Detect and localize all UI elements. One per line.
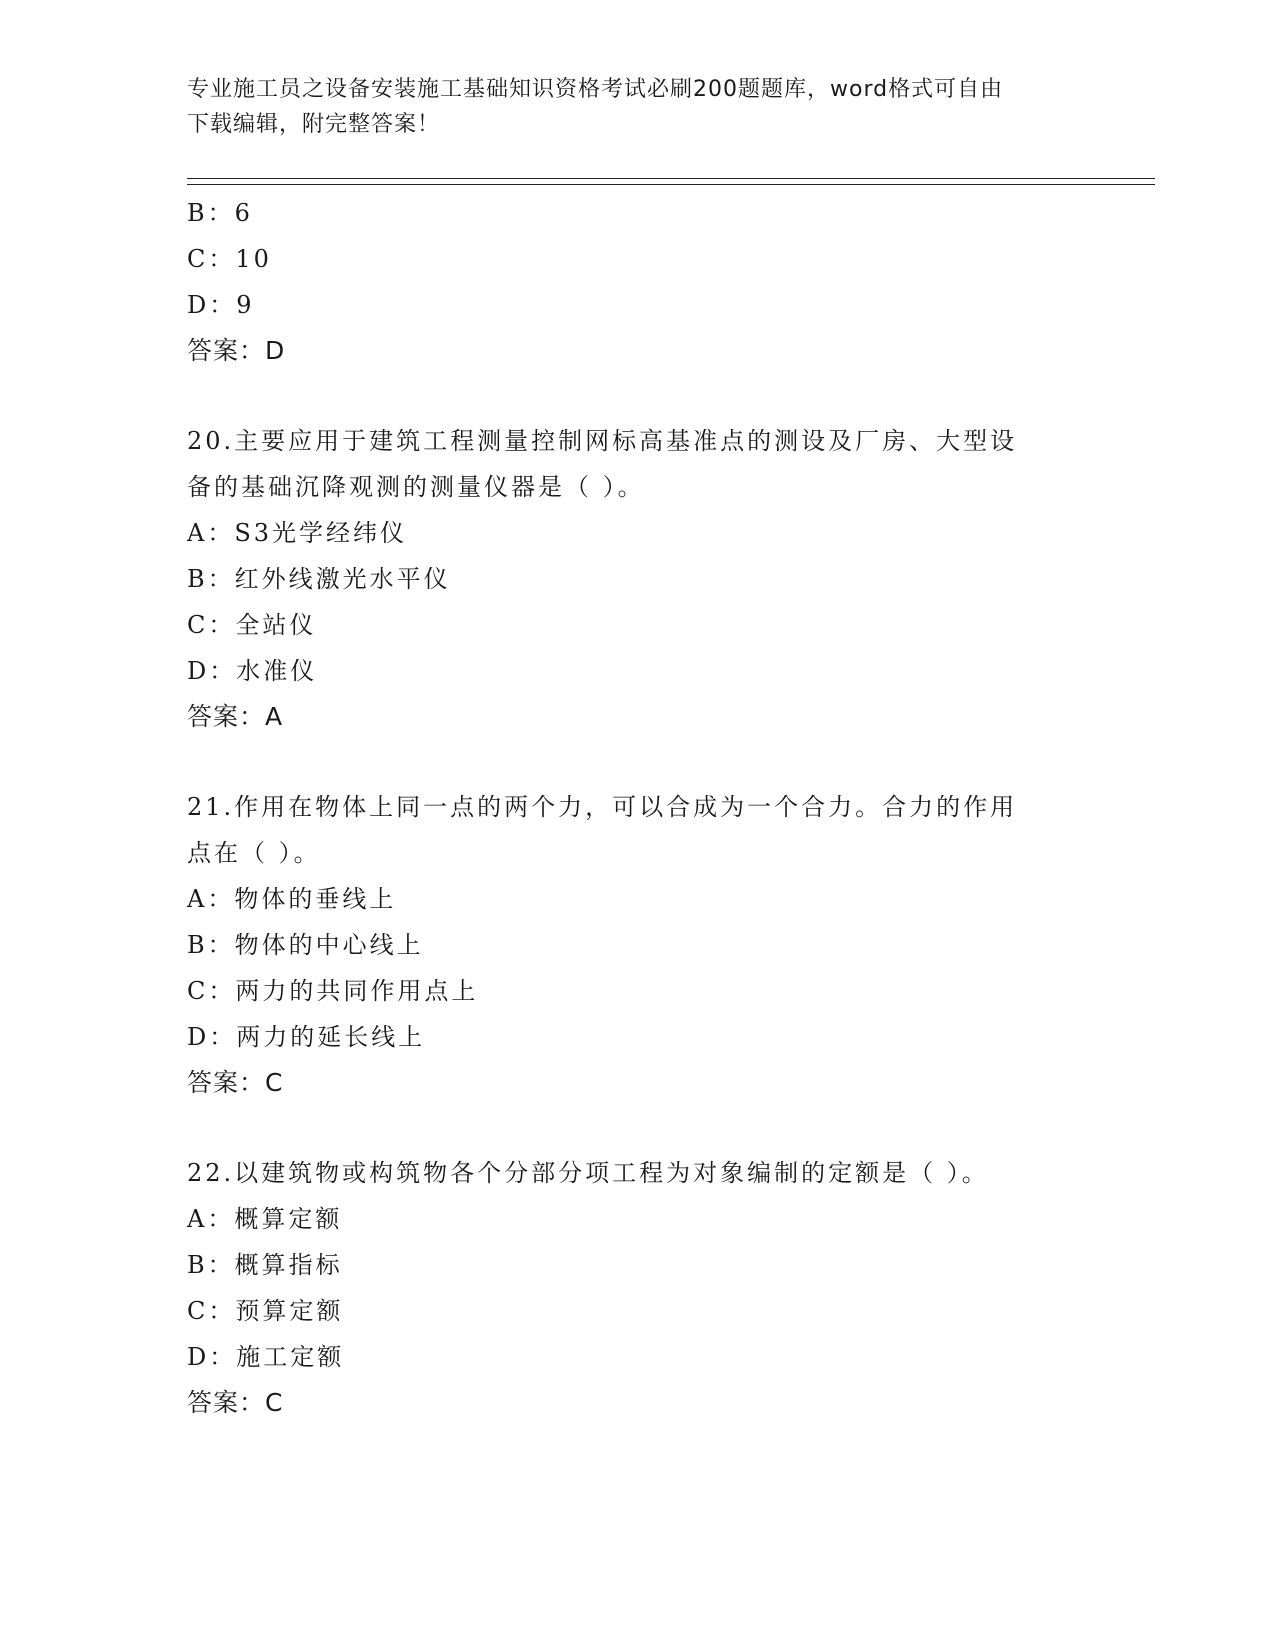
option-a: A：物体的垂线上 [187, 885, 397, 913]
option-b: B：红外线激光水平仪 [187, 565, 451, 593]
previous-question-block [187, 190, 1087, 374]
question-text-line: 20.主要应用于建筑工程测量控制网标高基准点的测设及厂房、大型设 [187, 427, 1018, 455]
page-header [187, 72, 1067, 142]
question-21 [187, 784, 1087, 1106]
answer: 答案：A [187, 702, 284, 731]
question-text-line: 22.以建筑物或构筑物各个分部分项工程为对象编制的定额是（ ）。 [187, 1159, 989, 1187]
option-c: C：预算定额 [187, 1297, 344, 1325]
question-content [187, 190, 1087, 1426]
option-c: C：全站仪 [187, 611, 317, 639]
option-c: C：两力的共同作用点上 [187, 977, 479, 1005]
question-text-line: 备的基础沉降观测的测量仪器是（ ）。 [187, 473, 645, 501]
option-a: A：S3光学经纬仪 [187, 519, 408, 547]
question-20 [187, 418, 1087, 740]
header-title-line-2: 下载编辑，附完整答案！ [187, 112, 441, 137]
option-d: D：水准仪 [187, 657, 318, 685]
answer: 答案：C [187, 1068, 284, 1097]
question-text-line: 21.作用在物体上同一点的两个力，可以合成为一个合力。合力的作用 [187, 793, 1018, 821]
option-b: B：物体的中心线上 [187, 931, 424, 959]
option-b: B：6 [187, 199, 253, 227]
option-c: C：10 [187, 245, 272, 273]
question-22 [187, 1150, 1087, 1426]
option-d: D：9 [187, 291, 255, 319]
option-d: D：施工定额 [187, 1343, 345, 1371]
option-d: D：两力的延长线上 [187, 1023, 426, 1051]
question-text-line: 点在（ ）。 [187, 839, 321, 867]
header-title-line-1: 专业施工员之设备安装施工基础知识资格考试必刷200题题库，word格式可自由 [187, 77, 1004, 102]
answer: 答案：C [187, 1388, 284, 1417]
header-divider [187, 178, 1155, 185]
option-a: A：概算定额 [187, 1205, 343, 1233]
answer: 答案：D [187, 336, 286, 365]
option-b: B：概算指标 [187, 1251, 343, 1279]
